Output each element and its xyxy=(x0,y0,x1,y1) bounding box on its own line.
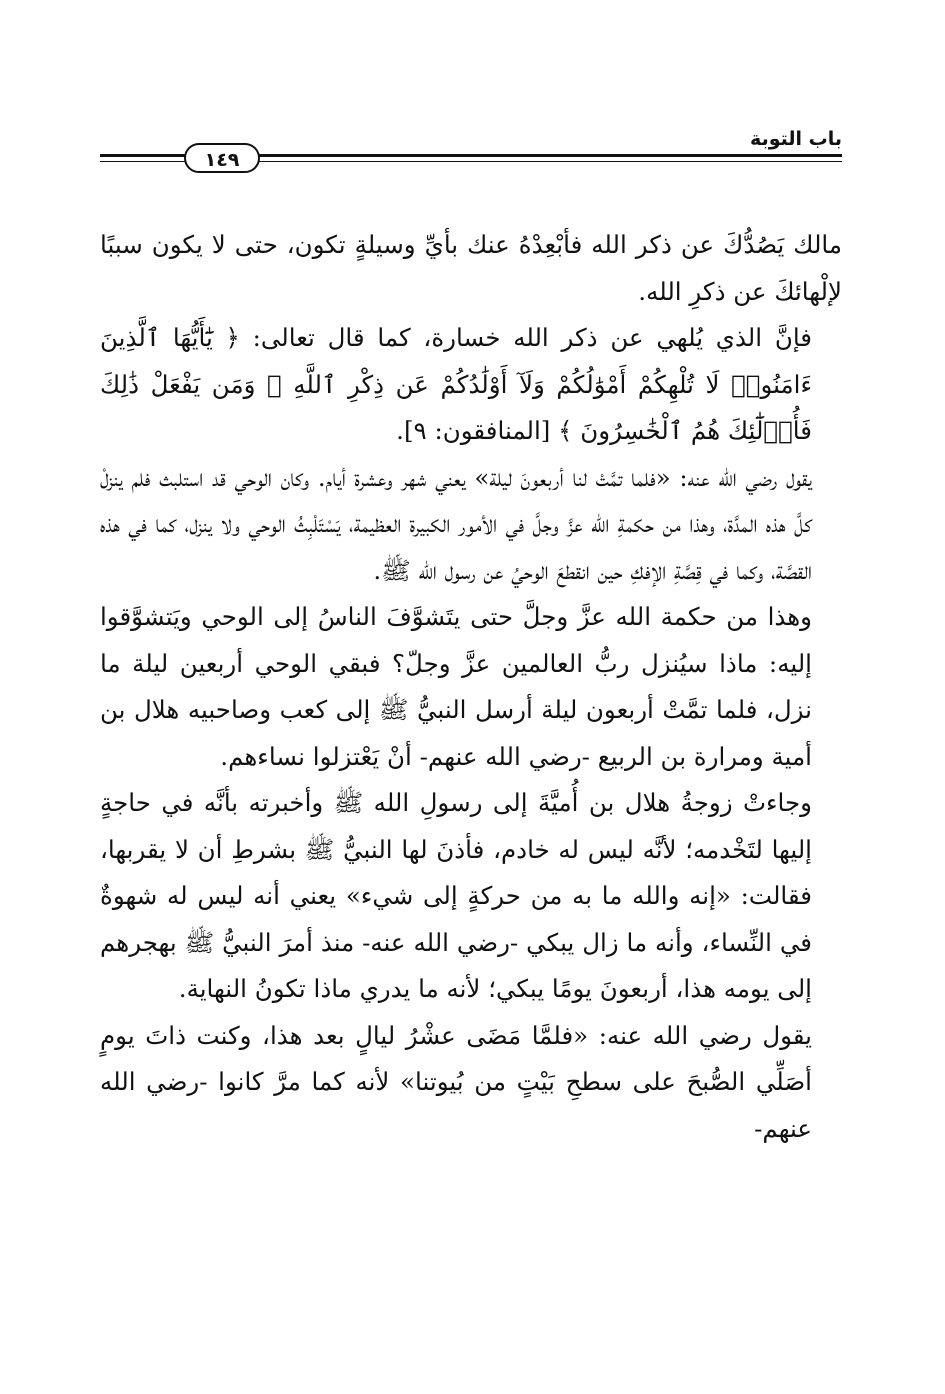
page-header xyxy=(100,128,842,174)
chapter-title: باب التوبة xyxy=(750,128,842,150)
header-rule-left-thin xyxy=(100,161,186,162)
header-rule-right-thick xyxy=(258,154,842,157)
paragraph: وجاءتْ زوجةُ هلال بن أُميَّةَ إلى رسولِ الله ﷺ وأخبرته بأنَّه في حاجةٍ إليها لتَخْدمه؛ لأنَّه ليس له خادم، فأذنَ لها النبيُّ ﷺ بشرطِ أن لا يقربها، فقالت: «إنه والله ما به من حركةٍ إلى شيء» يعني أنه ليس له شهوةٌ في النِّساء، وأنه ما زال يبكي -رضي الله عنه- منذ أمرَ النبيُّ ﷺ بهجرهم إلى يومه هذا، أربعونَ يومًا يبكي؛ لأنه ما يدري ماذا تكونُ النهاية. xyxy=(100,788,812,1003)
header-rule-left-thick xyxy=(100,154,186,157)
page-number: ١٤٩ xyxy=(184,143,260,173)
header-rule-right-thin xyxy=(258,161,842,162)
paragraph: مالك يَصُدُّكَ عن ذكر الله فأبْعِدْهُ عنك بأيِّ وسيلةٍ تكون، حتى لا يكون سببًا لإلْهائكَ عن ذكرِ الله. xyxy=(100,230,842,306)
paragraph: يقول رضي الله عنه: «فلما تمَّتْ لنا أربعونَ ليلة» يعني شهر وعشرة أيام. وكان الوحي قد استلبث فلم ينزلْ كلَّ هذه المدَّة، وهذا من حكمةِ الله عزَّ وجلَّ في الأمور الكبيرة العظيمة، يَسْتَلْبِثُ الوحي ولا ينزل، كما في هذه القصَّة، وكما في قِصَّةِ الإفكِ حين انقطعَ الوحيُ عن رسول الله ﷺ. xyxy=(100,462,812,585)
paragraph: وهذا من حكمة الله عزَّ وجلَّ حتى يتَشوَّفَ الناسُ إلى الوحي ويَتشوَّقوا إليه: ماذا سيُنزل ربُّ العالمين عزَّ وجلّ؟ فبقي الوحي أربعين ليلة ما نزل، فلما تمَّتْ أربعون ليلة أرسل النبيُّ ﷺ إلى كعب وصاحبيه هلال بن أمية ومرارة بن الربيع -رضي الله عنهم- أنْ يَعْتزلوا نساءهم. xyxy=(100,602,812,771)
paragraph: يقول رضي الله عنه: «فلمَّا مَضَى عشْرُ ليالٍ بعد هذا، وكنت ذاتَ يومٍ أصَلِّي الصُّبحَ على سطحِ بَيْتٍ من بُيوتنا» لأنه كما مرَّ كانوا -رضي الله عنهم- xyxy=(100,1020,812,1143)
paragraph: فإنَّ الذي يُلهي عن ذكر الله خسارة، كما قال تعالى: ﴿ يَٰٓأَيُّهَا ٱلَّذِينَ ءَامَنُوا۟ لَا تُلْهِكُمْ أَمْوَٰلُكُمْ وَلَآ أَوْلَٰدُكُمْ عَن ذِكْرِ ٱللَّهِ ۚ وَمَن يَفْعَلْ ذَٰلِكَ فَأُو۟لَٰٓئِكَ هُمُ ٱلْخَٰسِرُونَ ﴾ [المنافقون: ٩]. xyxy=(100,323,812,445)
body-text xyxy=(100,222,842,1152)
